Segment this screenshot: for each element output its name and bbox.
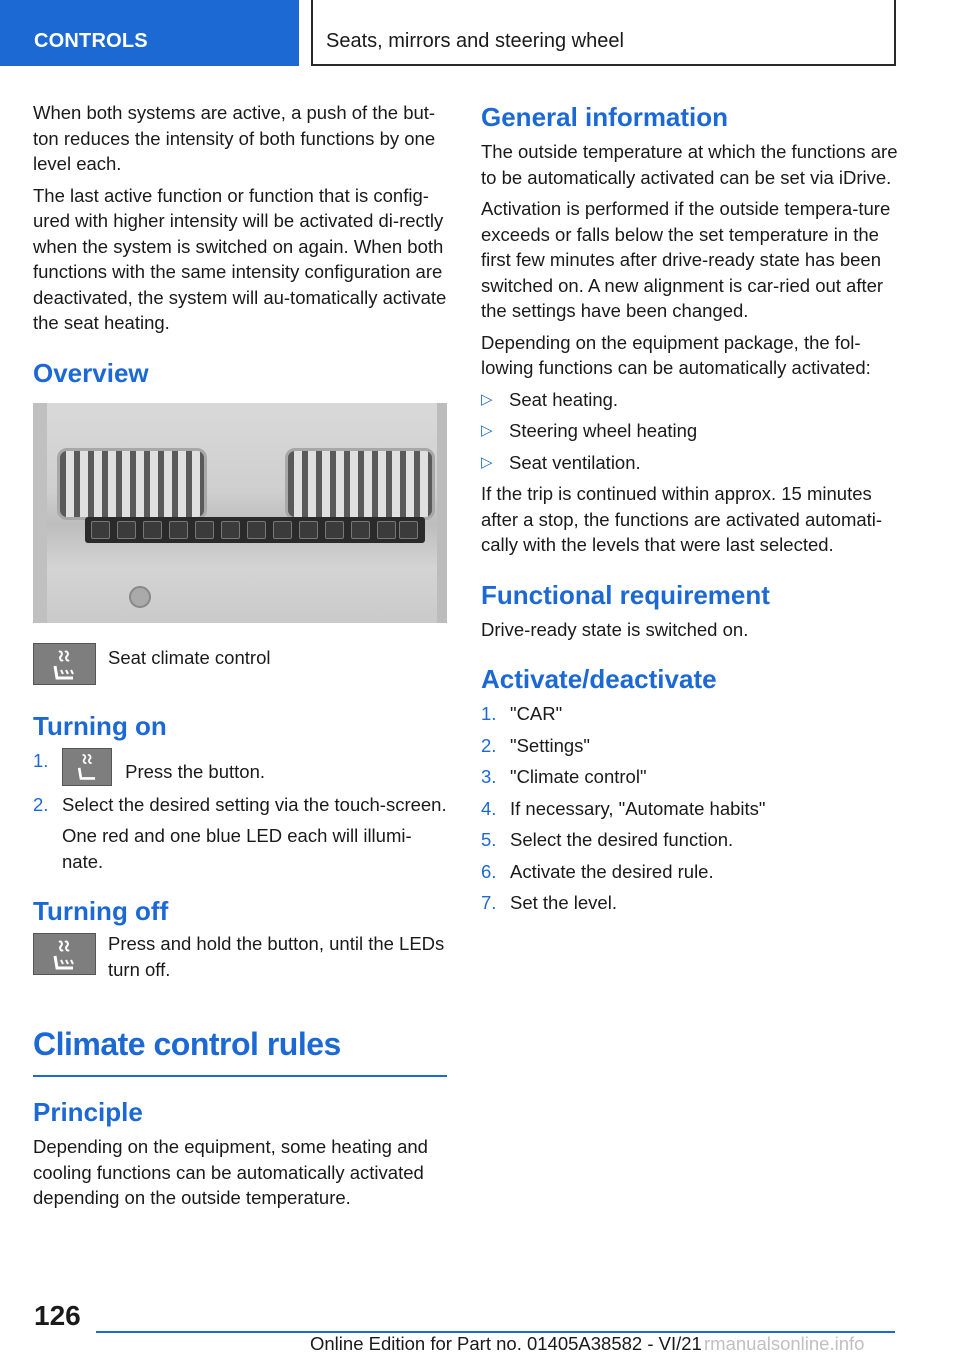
panel-button — [299, 521, 318, 539]
general-paragraph-3: Depending on the equipment package, the fol‐lowing functions can be automatically activated: — [481, 331, 871, 378]
step-text: "Climate control" — [510, 766, 647, 787]
general-paragraph-1: The outside temperature at which the functions are to be automatically activated can be set via iDrive. — [481, 141, 898, 188]
activate-deactivate-heading: Activate/deactivate — [481, 664, 717, 694]
seat-climate-icon — [33, 933, 96, 975]
turning-off-text: Press and hold the button, until the LEDs turn off. — [108, 933, 445, 980]
step-text: Select the desired setting via the touch‐screen. — [62, 793, 447, 815]
panel-button — [221, 521, 240, 539]
step-number: 1. — [481, 703, 497, 724]
panel-button — [91, 521, 110, 539]
general-info-heading: General information — [481, 102, 729, 132]
list-item — [481, 733, 901, 759]
edition-text: Online Edition for Part no. 01405A38582 - VI/21 — [310, 1333, 702, 1354]
panel-button — [273, 521, 292, 539]
activate-steps — [481, 701, 901, 916]
heading-rule — [33, 1075, 447, 1077]
triangle-right-icon: ▷ — [481, 422, 493, 439]
panel-button — [169, 521, 188, 539]
list-item — [481, 387, 901, 413]
step-text: "Settings" — [510, 734, 590, 756]
panel-button — [399, 521, 418, 539]
right-column — [481, 100, 901, 922]
seat-climate-icon — [33, 643, 96, 685]
overview-heading: Overview — [33, 357, 149, 388]
chapter-tab — [311, 0, 896, 66]
list-item — [33, 792, 449, 875]
list-item — [481, 764, 901, 790]
list-item — [481, 796, 901, 822]
functional-requirement-heading: Functional requirement — [481, 579, 770, 610]
photo-frame-right — [437, 403, 447, 623]
page-header — [0, 0, 960, 66]
seat-climate-icon — [62, 748, 112, 786]
page-number: 126 — [34, 1300, 81, 1331]
watermark: rmanualsonline.info — [704, 1333, 865, 1354]
step-text: If necessary, "Automate habits" — [510, 797, 766, 819]
general-paragraph-2: Activation is performed if the outside tempera‐ture exceeds or falls below the set temperature in the first few minutes after drive-ready state has been switched on. A new alignment is car‐ried out after the settings have been changed. — [481, 198, 891, 321]
step-note: One red and one blue LED each will illumi‐nate. — [62, 825, 412, 872]
list-item — [481, 701, 901, 727]
turning-on-steps — [33, 748, 449, 875]
panel-button — [195, 521, 214, 539]
section-tab — [0, 0, 299, 66]
auto-functions-list — [481, 387, 901, 476]
function-label: Seat heating. — [509, 388, 619, 410]
triangle-right-icon: ▷ — [481, 453, 493, 471]
right-air-vent — [285, 448, 435, 520]
step-text: "CAR" — [510, 703, 563, 724]
step-number: 4. — [481, 797, 497, 819]
step-number: 2. — [481, 734, 497, 756]
triangle-right-icon: ▷ — [481, 390, 493, 408]
step-text: Select the desired function. — [510, 829, 734, 850]
step-text: Set the level. — [510, 892, 617, 913]
intro-paragraph-1: When both systems are active, a push of the but‐ton reduces the intensity of both functions by one level each. — [33, 102, 436, 174]
step-number: 2. — [33, 793, 49, 815]
turning-off-row — [33, 933, 449, 982]
panel-button — [325, 521, 344, 539]
left-air-vent — [57, 448, 207, 520]
overview-caption: Seat climate control — [108, 646, 271, 668]
step-number: 5. — [481, 829, 497, 850]
left-column — [33, 100, 449, 1217]
section-label: CONTROLS — [34, 30, 148, 52]
step-number: 6. — [481, 860, 497, 882]
list-item — [33, 748, 449, 786]
overview-icon-row — [33, 643, 449, 685]
climate-rules-heading: Climate control rules — [33, 1026, 341, 1062]
panel-button — [117, 521, 136, 539]
panel-button — [377, 521, 396, 539]
panel-button — [247, 521, 266, 539]
step-text: Press the button. — [125, 760, 266, 782]
functional-requirement-text: Drive-ready state is switched on. — [481, 618, 749, 640]
volume-knob — [129, 586, 151, 608]
seat-climate-control-photo — [33, 403, 447, 623]
principle-text: Depending on the equipment, some heating and cooling functions can be automatically activated depending on the outside temperature. — [33, 1136, 428, 1208]
intro-paragraph-2: The last active function or function that is config‐ured with higher intensity will be activated di‐rectly when the system is switched on again. When both functions with the same intensity configuration are deactivated, the system will au‐tomatically activate the seat heating. — [33, 184, 447, 333]
list-item — [481, 859, 901, 885]
step-number: 7. — [481, 892, 497, 913]
list-item — [481, 418, 901, 444]
list-item — [481, 450, 901, 476]
turning-off-heading: Turning off — [33, 896, 169, 926]
panel-button — [143, 521, 162, 539]
panel-button — [351, 521, 370, 539]
step-text: Activate the desired rule. — [510, 860, 714, 882]
function-label: Seat ventilation. — [509, 451, 641, 473]
chapter-label: Seats, mirrors and steering wheel — [326, 30, 624, 52]
step-number: 1. — [33, 749, 49, 771]
function-label: Steering wheel heating — [509, 420, 698, 441]
photo-frame-left — [33, 403, 47, 623]
list-item — [481, 890, 901, 916]
turning-on-heading: Turning on — [33, 710, 167, 741]
trip-paragraph: If the trip is continued within approx. 15 minutes after a stop, the functions are activated automati‐cally with the levels that were last selected. — [481, 483, 883, 555]
principle-heading: Principle — [33, 1097, 143, 1127]
list-item — [481, 827, 901, 853]
step-number: 3. — [481, 766, 497, 787]
